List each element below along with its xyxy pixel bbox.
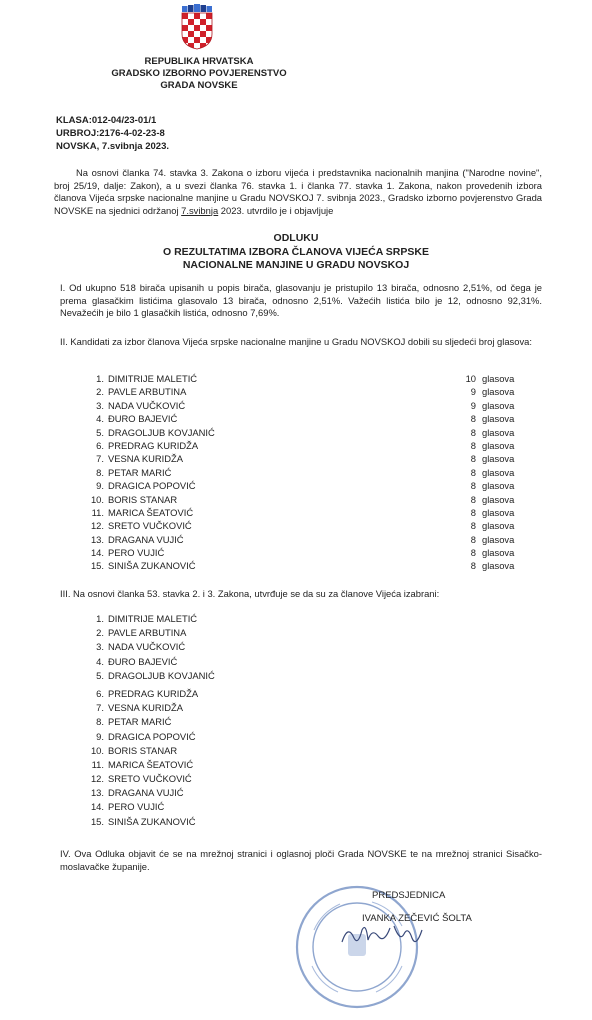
candidate-row xyxy=(84,533,515,546)
candidate-row xyxy=(84,399,515,412)
candidate-number: 11. xyxy=(91,506,104,518)
elected-name: PAVLE ARBUTINA xyxy=(108,627,187,639)
elected-row xyxy=(84,612,215,626)
candidate-votes-unit: glasova xyxy=(482,480,515,492)
candidate-name: DRAGICA POPOVIĆ xyxy=(108,480,196,492)
candidate-row xyxy=(84,452,515,465)
candidate-number: 15. xyxy=(90,560,104,572)
candidate-votes-unit: glasova xyxy=(482,547,515,559)
elected-row xyxy=(84,640,215,654)
signatory-name: IVANKA ZEČEVIĆ ŠOLTA xyxy=(362,913,472,924)
elected-name: PERO VUJIĆ xyxy=(108,801,165,813)
candidate-votes-unit: glasova xyxy=(482,426,515,438)
candidate-votes: 8 xyxy=(470,480,476,492)
elected-number: 6. xyxy=(96,687,104,699)
elected-name: DRAGOLJUB KOVJANIĆ xyxy=(108,669,215,681)
header-line-country: REPUBLIKA HRVATSKA xyxy=(144,56,254,67)
candidate-name: ĐURO BAJEVIĆ xyxy=(108,413,178,425)
candidate-name: SRETO VUČKOVIĆ xyxy=(108,520,192,532)
intro-underlined-date: 7.svibnja xyxy=(181,204,219,216)
candidate-row xyxy=(84,493,515,506)
elected-name: SRETO VUČKOVIĆ xyxy=(108,773,192,785)
candidate-number: 2. xyxy=(96,386,104,398)
candidate-votes-unit: glasova xyxy=(482,413,515,425)
candidate-number: 14. xyxy=(90,547,104,559)
candidate-votes-unit: glasova xyxy=(482,466,515,478)
candidate-votes-unit: glasova xyxy=(482,533,515,545)
elected-number: 2. xyxy=(96,627,104,639)
elected-name: PREDRAG KURIDŽA xyxy=(108,687,199,699)
elected-row xyxy=(84,669,215,683)
candidate-name: DRAGOLJUB KOVJANIĆ xyxy=(108,426,215,438)
elected-number: 14. xyxy=(90,801,104,813)
elected-number: 7. xyxy=(96,702,104,714)
elected-row xyxy=(84,626,215,640)
candidate-name: PREDRAG KURIDŽA xyxy=(108,439,199,451)
elected-number: 11. xyxy=(91,758,104,770)
candidate-name: NADA VUČKOVIĆ xyxy=(108,399,186,411)
candidate-votes-unit: glasova xyxy=(482,453,515,465)
elected-row xyxy=(84,744,215,758)
candidate-votes: 8 xyxy=(470,493,476,505)
candidate-votes: 8 xyxy=(470,413,476,425)
intro-paragraph xyxy=(54,167,542,217)
candidate-votes: 8 xyxy=(470,547,476,559)
elected-number: 9. xyxy=(96,730,104,742)
urbroj: URBROJ:2176-4-02-23-8 xyxy=(56,128,165,139)
candidate-votes: 8 xyxy=(470,520,476,532)
elected-row xyxy=(84,815,215,829)
klasa: KLASA:012-04/23-01/1 xyxy=(56,115,157,126)
elected-row xyxy=(84,758,215,772)
elected-number: 1. xyxy=(96,613,104,624)
candidate-row xyxy=(84,439,515,452)
candidate-votes: 8 xyxy=(470,439,476,451)
elected-name: PETAR MARIĆ xyxy=(108,716,172,728)
elected-number: 15. xyxy=(90,815,104,827)
elected-number: 10. xyxy=(90,744,104,756)
elected-name: DIMITRIJE MALETIĆ xyxy=(108,613,198,624)
candidates-list xyxy=(84,372,515,573)
header-line-commission: GRADSKO IZBORNO POVJERENSTVO xyxy=(111,68,287,79)
intro-text-after: 2023. utvrdilo je i objavljuje xyxy=(218,204,334,216)
title-line-3: NACIONALNE MANJINE U GRADU NOVSKOJ xyxy=(182,259,410,271)
elected-name: MARICA ŠEATOVIĆ xyxy=(108,758,194,770)
candidate-votes: 10 xyxy=(465,373,476,384)
candidate-votes-unit: glasova xyxy=(482,386,515,398)
elected-row xyxy=(84,715,215,729)
elected-name: SINIŠA ZUKANOVIĆ xyxy=(108,815,196,827)
elected-number: 5. xyxy=(96,669,104,681)
elected-name: DRAGICA POPOVIĆ xyxy=(108,730,196,742)
candidate-name: BORIS STANAR xyxy=(108,493,178,505)
elected-number: 4. xyxy=(96,655,104,667)
candidate-votes: 8 xyxy=(470,466,476,478)
handwritten-signature-icon xyxy=(338,920,428,950)
candidate-number: 8. xyxy=(96,466,104,478)
candidate-row xyxy=(84,546,515,559)
candidate-name: VESNA KURIDŽA xyxy=(108,453,184,465)
candidate-votes: 8 xyxy=(470,533,476,545)
candidate-name: PETAR MARIĆ xyxy=(108,466,172,478)
candidate-row xyxy=(84,506,515,519)
elected-number: 8. xyxy=(96,716,104,728)
candidate-number: 5. xyxy=(96,426,104,438)
signatory-title: PREDSJEDNICA xyxy=(372,890,446,901)
candidate-votes-unit: glasova xyxy=(482,520,515,532)
candidate-row xyxy=(84,426,515,439)
candidate-name: DRAGANA VUJIĆ xyxy=(108,533,184,545)
decision-title xyxy=(100,232,492,273)
candidate-row xyxy=(84,412,515,425)
candidate-number: 3. xyxy=(96,399,104,411)
place-date: NOVSKA, 7.svibnja 2023. xyxy=(56,141,169,152)
candidate-name: PAVLE ARBUTINA xyxy=(108,386,187,398)
candidate-votes: 8 xyxy=(470,560,476,572)
section-2: II. Kandidati za izbor članova Vijeća srpske nacionalne manjine u Gradu NOVSKOJ dobili su sljedeći broj glasova: xyxy=(60,336,532,347)
candidate-votes-unit: glasova xyxy=(482,399,515,411)
section-1: I. Od ukupno 518 birača upisanih u popis birača, glasovanju je pristupilo 13 birača, odnosno 2,51%, od čega je prema glasačkim listićima glasovalo 13 birača, odnosno 2,51%. Važećih listića bilo je 12, odnosno 92,31%. Nevažećih je bilo 1 glasačkih listića, odnosno 7,69%. xyxy=(60,282,542,318)
candidate-name: PERO VUJIĆ xyxy=(108,547,165,559)
candidate-number: 10. xyxy=(90,493,104,505)
section-4: IV. Ova Odluka objavit će se na mrežnoj stranici i oglasnoj ploči Grada NOVSKE te na mrežnoj stranici Sisačko-moslavačke županije. xyxy=(60,848,542,872)
issuer-header xyxy=(94,56,304,92)
elected-number: 13. xyxy=(90,787,104,799)
section-3: III. Na osnovi članka 53. stavka 2. i 3. Zakona, utvrđuje se da su za članove Vijeća izabrani: xyxy=(60,588,440,599)
title-line-1: ODLUKU xyxy=(273,232,319,244)
candidate-votes-unit: glasova xyxy=(482,439,515,451)
candidate-number: 4. xyxy=(96,413,104,425)
elected-row xyxy=(84,772,215,786)
candidate-votes-unit: glasova xyxy=(482,560,515,572)
coat-of-arms-icon xyxy=(180,4,214,50)
candidate-row xyxy=(84,559,515,572)
candidate-number: 1. xyxy=(96,373,104,384)
elected-row xyxy=(84,786,215,800)
candidate-row xyxy=(84,466,515,479)
elected-name: BORIS STANAR xyxy=(108,744,178,756)
elected-name: ĐURO BAJEVIĆ xyxy=(108,655,178,667)
candidate-row xyxy=(84,385,515,398)
title-line-2: O REZULTATIMA IZBORA ČLANOVA VIJEĆA SRPSKE xyxy=(162,245,429,258)
intro-text-before: Na osnovi članka 74. stavka 3. Zakona o izboru vijeća i predstavnika nacionalnih manjina ("Narodne novine", broj 25/19, dalje: Zakon), a u svezi članka 76. stavka 1. i članka 77. stavka 1. Zakona, nakon provedenih izbora članova Vijeća srpske nacionalne manjine u Gradu NOVSKOJ 7. svibnja 2023., Gradsko izborno povjerenstvo Grada NOVSKE na sjednici održanoj xyxy=(54,167,542,216)
elected-name: NADA VUČKOVIĆ xyxy=(108,641,186,653)
candidate-votes-unit: glasova xyxy=(482,373,515,384)
candidate-name: SINIŠA ZUKANOVIĆ xyxy=(108,560,196,572)
candidate-row xyxy=(84,479,515,492)
candidate-name: DIMITRIJE MALETIĆ xyxy=(108,373,198,384)
candidate-votes-unit: glasova xyxy=(482,493,515,505)
candidate-name: MARICA ŠEATOVIĆ xyxy=(108,506,194,518)
elected-name: VESNA KURIDŽA xyxy=(108,702,184,714)
candidate-row xyxy=(84,372,515,385)
candidate-number: 9. xyxy=(96,480,104,492)
candidate-votes: 9 xyxy=(470,399,476,411)
elected-number: 12. xyxy=(90,773,104,785)
candidate-number: 12. xyxy=(90,520,104,532)
candidate-number: 13. xyxy=(90,533,104,545)
document-meta xyxy=(56,114,169,153)
candidate-number: 7. xyxy=(96,453,104,465)
elected-number: 3. xyxy=(96,641,104,653)
candidate-row xyxy=(84,519,515,532)
elected-row xyxy=(84,800,215,814)
candidate-number: 6. xyxy=(96,439,104,451)
elected-row xyxy=(84,655,215,669)
candidate-votes-unit: glasova xyxy=(482,506,515,518)
elected-list xyxy=(84,612,215,829)
elected-row xyxy=(84,730,215,744)
candidate-votes: 9 xyxy=(470,386,476,398)
candidate-votes: 8 xyxy=(470,453,476,465)
elected-name: DRAGANA VUJIĆ xyxy=(108,787,184,799)
elected-row xyxy=(84,701,215,715)
candidate-votes: 8 xyxy=(470,426,476,438)
candidate-votes: 8 xyxy=(470,506,476,518)
header-line-city: GRADA NOVSKE xyxy=(160,80,238,91)
elected-row xyxy=(84,687,215,701)
